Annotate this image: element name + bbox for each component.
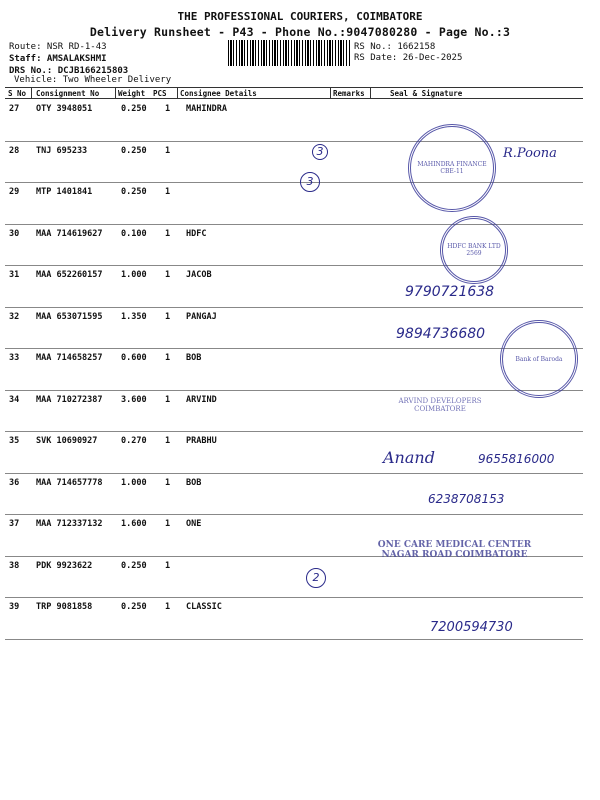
row-divider [5,307,583,308]
cell-name: ARVIND [186,394,217,405]
vehicle-label: Vehicle: Two Wheeler Delivery [14,75,172,85]
cell-sno: 27 [9,104,20,114]
cell-sno: 38 [9,560,20,571]
cell-cn: SVK 10690927 [36,436,98,446]
cell-name: BOB [186,477,202,488]
cell-pcs: 1 [165,602,171,612]
stamp-bob: Bank of Baroda [500,320,578,398]
cell-cn: TRP 9081858 [36,602,93,612]
col-consignment: Consignment No [36,89,100,98]
cell-pcs: 1 [165,353,171,363]
col-seal: Seal & Signature [390,89,463,98]
header-bottom-line [5,98,583,99]
drs-label: DRS No.: DCJB166215803 [9,66,129,76]
phone-32: 9894736680 [396,326,486,342]
cell-name: ONE [186,519,202,529]
cell-name: MAHINDRA [186,104,227,114]
cell-name: PANGAJ [186,311,217,322]
company-name: THE PROFESSIONAL COURIERS, COIMBATORE [177,10,423,23]
cell-pcs: 1 [165,104,171,114]
circled-mark-28: 3 [312,144,328,160]
col-sno: S No [8,89,27,98]
cell-cn: MAA 714619627 [36,228,103,239]
cell-pcs: 1 [165,519,171,529]
cell-name: CLASSIC [186,602,222,612]
cell-pcs: 1 [165,311,171,322]
signature-35: Anand [383,448,435,467]
cell-name: BOB [186,353,202,363]
col-weight: Weight [118,89,146,98]
cell-wt: 3.600 [121,394,147,405]
rs-date: RS Date: 26-Dec-2025 [354,53,463,63]
cell-cn: PDK 9923622 [36,560,93,571]
cell-cn: MAA 714658257 [36,353,103,363]
cell-name: PRABHU [186,436,217,446]
cell-cn: MAA 710272387 [36,394,103,405]
cell-sno: 31 [9,270,20,280]
phone-36: 6238708153 [428,492,505,506]
cell-sno: 30 [9,228,20,239]
row-divider [5,141,583,142]
cell-wt: 1.350 [121,311,147,322]
cell-pcs: 1 [165,477,171,488]
stamp-arvind: ARVIND DEVELOPERS COIMBATORE [398,397,482,413]
cell-sno: 39 [9,602,20,612]
cell-cn: OTY 3948051 [36,104,93,114]
row-divider [5,473,583,474]
phone-35: 9655816000 [478,452,555,466]
cell-sno: 34 [9,394,20,405]
cell-sno: 29 [9,187,20,197]
cell-cn: TNJ 695233 [36,145,88,156]
cell-wt: 1.000 [121,477,147,488]
stamp-onecare: ONE CARE MEDICAL CENTER NAGAR ROAD COIMBATORE [377,540,532,560]
cell-wt: 0.250 [121,145,147,156]
row-divider [5,431,583,432]
cell-wt: 0.250 [121,560,147,571]
route-label: Route: NSR RD-1-43 [9,42,107,52]
cell-sno: 35 [9,436,20,446]
barcode [228,40,350,66]
cell-wt: 1.600 [121,519,147,529]
phone-39: 7200594730 [430,620,513,635]
cell-pcs: 1 [165,270,171,280]
cell-cn: MAA 712337132 [36,519,103,529]
cell-sno: 28 [9,145,20,156]
col-divider [370,87,371,99]
row-divider [5,348,583,349]
cell-sno: 36 [9,477,20,488]
cell-wt: 0.100 [121,228,147,239]
col-consignee: Consignee Details [180,89,257,98]
col-divider [330,87,331,99]
rs-number: RS No.: 1662158 [354,42,436,52]
cell-cn: MAA 714657778 [36,477,103,488]
cell-cn: MTP 1401841 [36,187,93,197]
cell-wt: 0.250 [121,104,147,114]
staff-label: Staff: AMSALAKSHMI [9,54,107,64]
cell-wt: 0.600 [121,353,147,363]
row-divider [5,597,583,598]
cell-cn: MAA 652260157 [36,270,103,280]
table-top-line [5,87,583,88]
row-divider [5,390,583,391]
col-divider [177,87,178,99]
cell-pcs: 1 [165,228,171,239]
circled-mark-38: 2 [306,568,326,588]
stamp-mahindra: MAHINDRA FINANCE CBE-11 [408,124,496,212]
stamp-hdfc: HDFC BANK LTD 2569 [440,216,508,284]
cell-wt: 0.250 [121,187,147,197]
signature-28: R.Poona [503,146,557,161]
cell-pcs: 1 [165,187,171,197]
cell-sno: 37 [9,519,20,529]
col-divider [115,87,116,99]
cell-sno: 33 [9,353,20,363]
cell-pcs: 1 [165,394,171,405]
row-divider [5,639,583,640]
cell-sno: 32 [9,311,20,322]
row-divider [5,182,583,183]
cell-pcs: 1 [165,145,171,156]
col-divider [31,87,32,99]
phone-31: 9790721638 [405,284,495,300]
runsheet-title: Delivery Runsheet - P43 - Phone No.:9047080280 - Page No.:3 [89,25,511,39]
cell-name: HDFC [186,228,207,239]
cell-wt: 1.000 [121,270,147,280]
cell-pcs: 1 [165,436,171,446]
cell-pcs: 1 [165,560,171,571]
col-remarks: Remarks [333,89,365,98]
col-pcs: PCS [153,89,167,98]
circled-mark-29: 3 [300,172,320,192]
cell-name: JACOB [186,270,212,280]
cell-wt: 0.270 [121,436,147,446]
cell-wt: 0.250 [121,602,147,612]
cell-cn: MAA 653071595 [36,311,103,322]
